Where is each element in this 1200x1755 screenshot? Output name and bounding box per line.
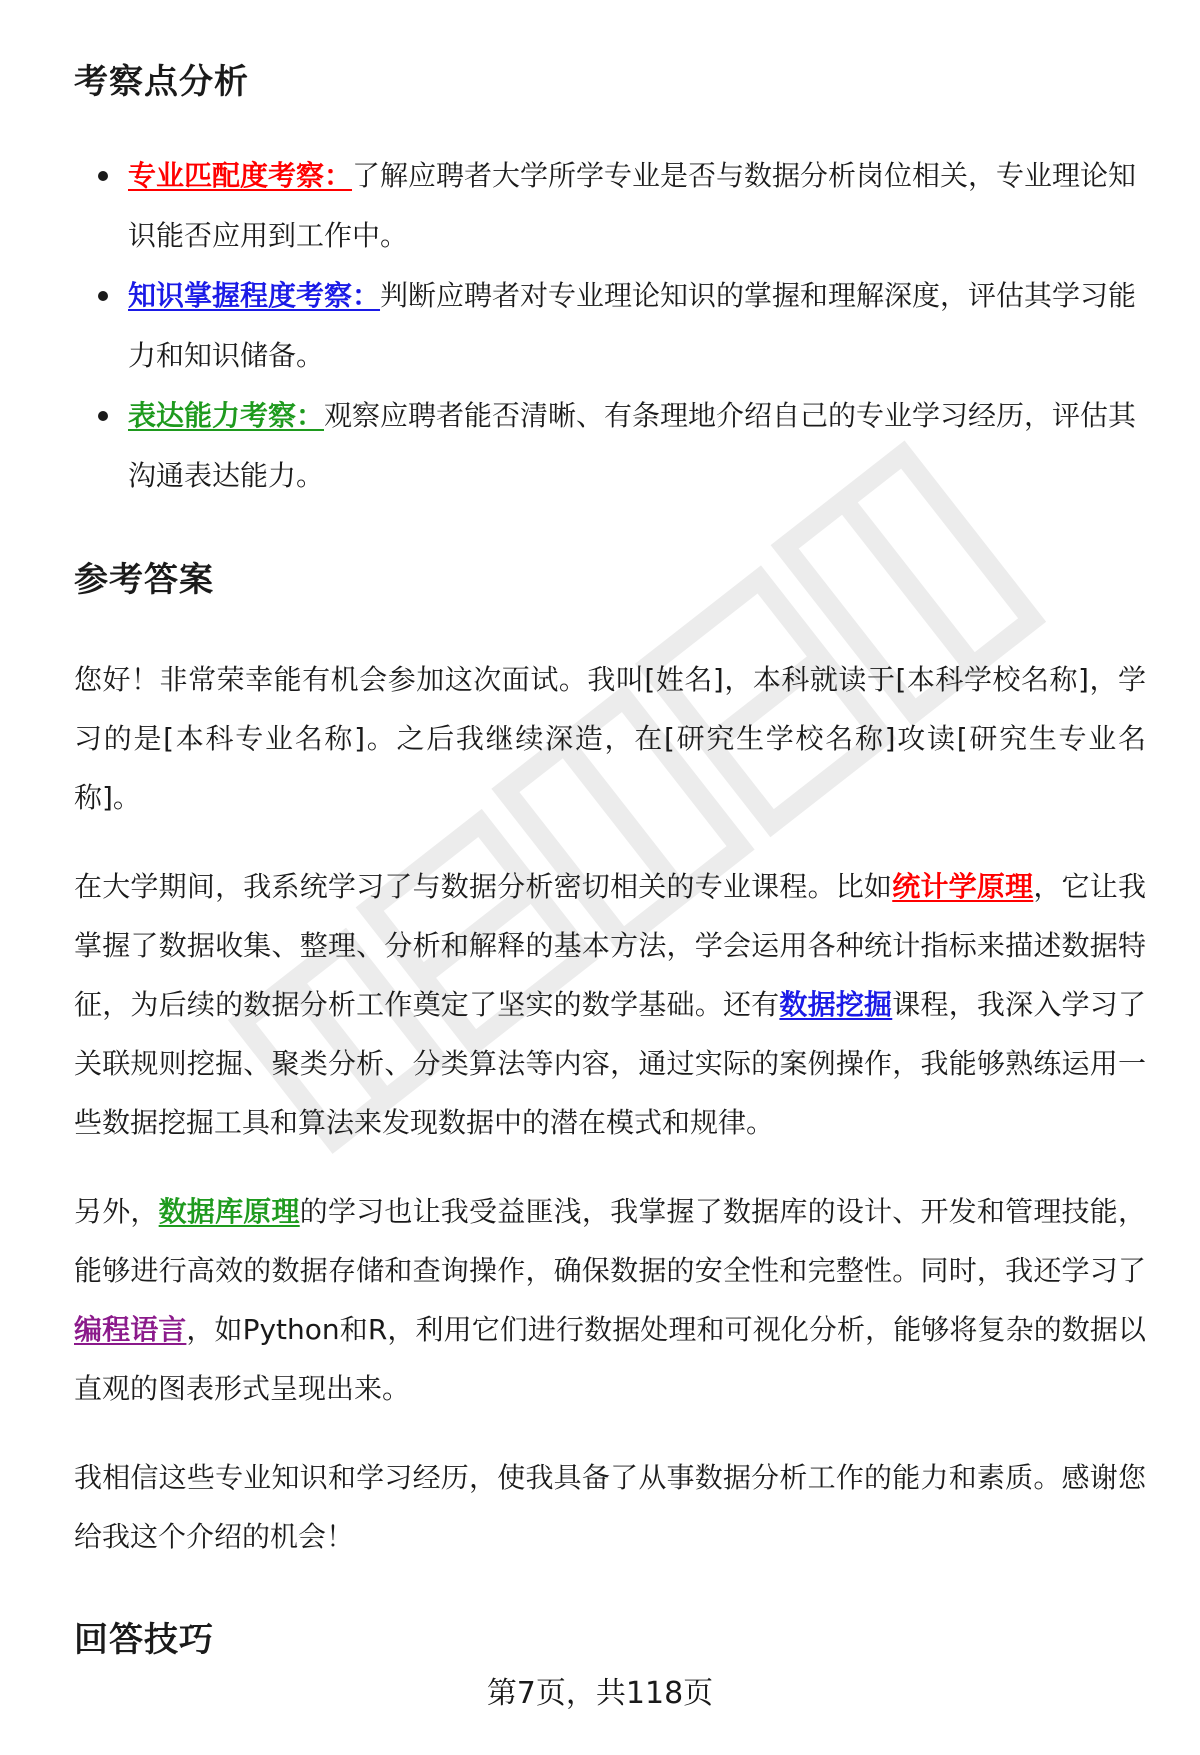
point-text: 判断应聘者对专业理论知识的掌握和理解深度，评估其学习能力和知识储备。 bbox=[128, 279, 1137, 373]
keyword-database: 数据库原理 bbox=[158, 1195, 300, 1229]
bullet-icon bbox=[98, 411, 108, 421]
analysis-points-list bbox=[74, 146, 1146, 506]
answer-paragraph-courses bbox=[74, 857, 1146, 1152]
paragraph-text: 在大学期间，我系统学习了与数据分析密切相关的专业课程。比如 bbox=[74, 870, 893, 904]
keyword-data-mining: 数据挖掘 bbox=[779, 988, 893, 1022]
section-heading-answer: 参考答案 bbox=[74, 560, 214, 601]
paragraph-text: ，它让我掌握了数据收集、整理、分析和解释的基本方法，学会运用各种统计指标来描述数据特征，为后续的数据分析工作奠定了坚实的数学基础。还有 bbox=[74, 870, 1146, 1022]
keyword-programming: 编程语言 bbox=[74, 1313, 187, 1347]
bullet-icon bbox=[98, 291, 108, 301]
paragraph-text: 另外， bbox=[74, 1195, 159, 1229]
point-label: 表达能力考察： bbox=[128, 399, 325, 433]
page-number: 第7页，共118页 bbox=[486, 1676, 714, 1711]
point-text: 观察应聘者能否清晰、有条理地介绍自己的专业学习经历，评估其沟通表达能力。 bbox=[128, 399, 1137, 493]
point-label: 专业匹配度考察： bbox=[128, 159, 353, 193]
document-content bbox=[74, 60, 1146, 1663]
point-text: 了解应聘者大学所学专业是否与数据分析岗位相关，专业理论知识能否应用到工作中。 bbox=[128, 159, 1137, 253]
keyword-statistics: 统计学原理 bbox=[892, 870, 1034, 904]
analysis-point bbox=[74, 386, 1146, 506]
paragraph-text: 的学习也让我受益匪浅，我掌握了数据库的设计、开发和管理技能，能够进行高效的数据存储和查询操作，确保数据的安全性和完整性。同时，我还学习了 bbox=[74, 1195, 1146, 1288]
section-heading-analysis: 考察点分析 bbox=[74, 62, 249, 102]
paragraph-text: 课程，我深入学习了关联规则挖掘、聚类分析、分类算法等内容，通过实际的案例操作，我能够熟练运用一些数据挖掘工具和算法来发现数据中的潜在模式和规律。 bbox=[74, 988, 1146, 1140]
analysis-point bbox=[74, 266, 1146, 386]
bullet-icon bbox=[98, 171, 108, 181]
section-heading-tips: 回答技巧 bbox=[74, 1620, 214, 1661]
point-label: 知识掌握程度考察： bbox=[128, 279, 381, 313]
answer-paragraph-closing: 我相信这些专业知识和学习经历，使我具备了从事数据分析工作的能力和素质。感谢您给我这个介绍的机会！ bbox=[74, 1461, 1146, 1554]
analysis-point bbox=[74, 146, 1146, 266]
paragraph-text: ，如Python和R，利用它们进行数据处理和可视化分析，能够将复杂的数据以直观的图表形式呈现出来。 bbox=[74, 1313, 1146, 1406]
answer-paragraph-intro: 您好！非常荣幸能有机会参加这次面试。我叫[姓名]，本科就读于[本科学校名称]，学习的是[本科专业名称]。之后我继续深造，在[研究生学校名称]攻读[研究生专业名称]。 bbox=[74, 663, 1146, 815]
answer-paragraph-database bbox=[74, 1182, 1146, 1418]
